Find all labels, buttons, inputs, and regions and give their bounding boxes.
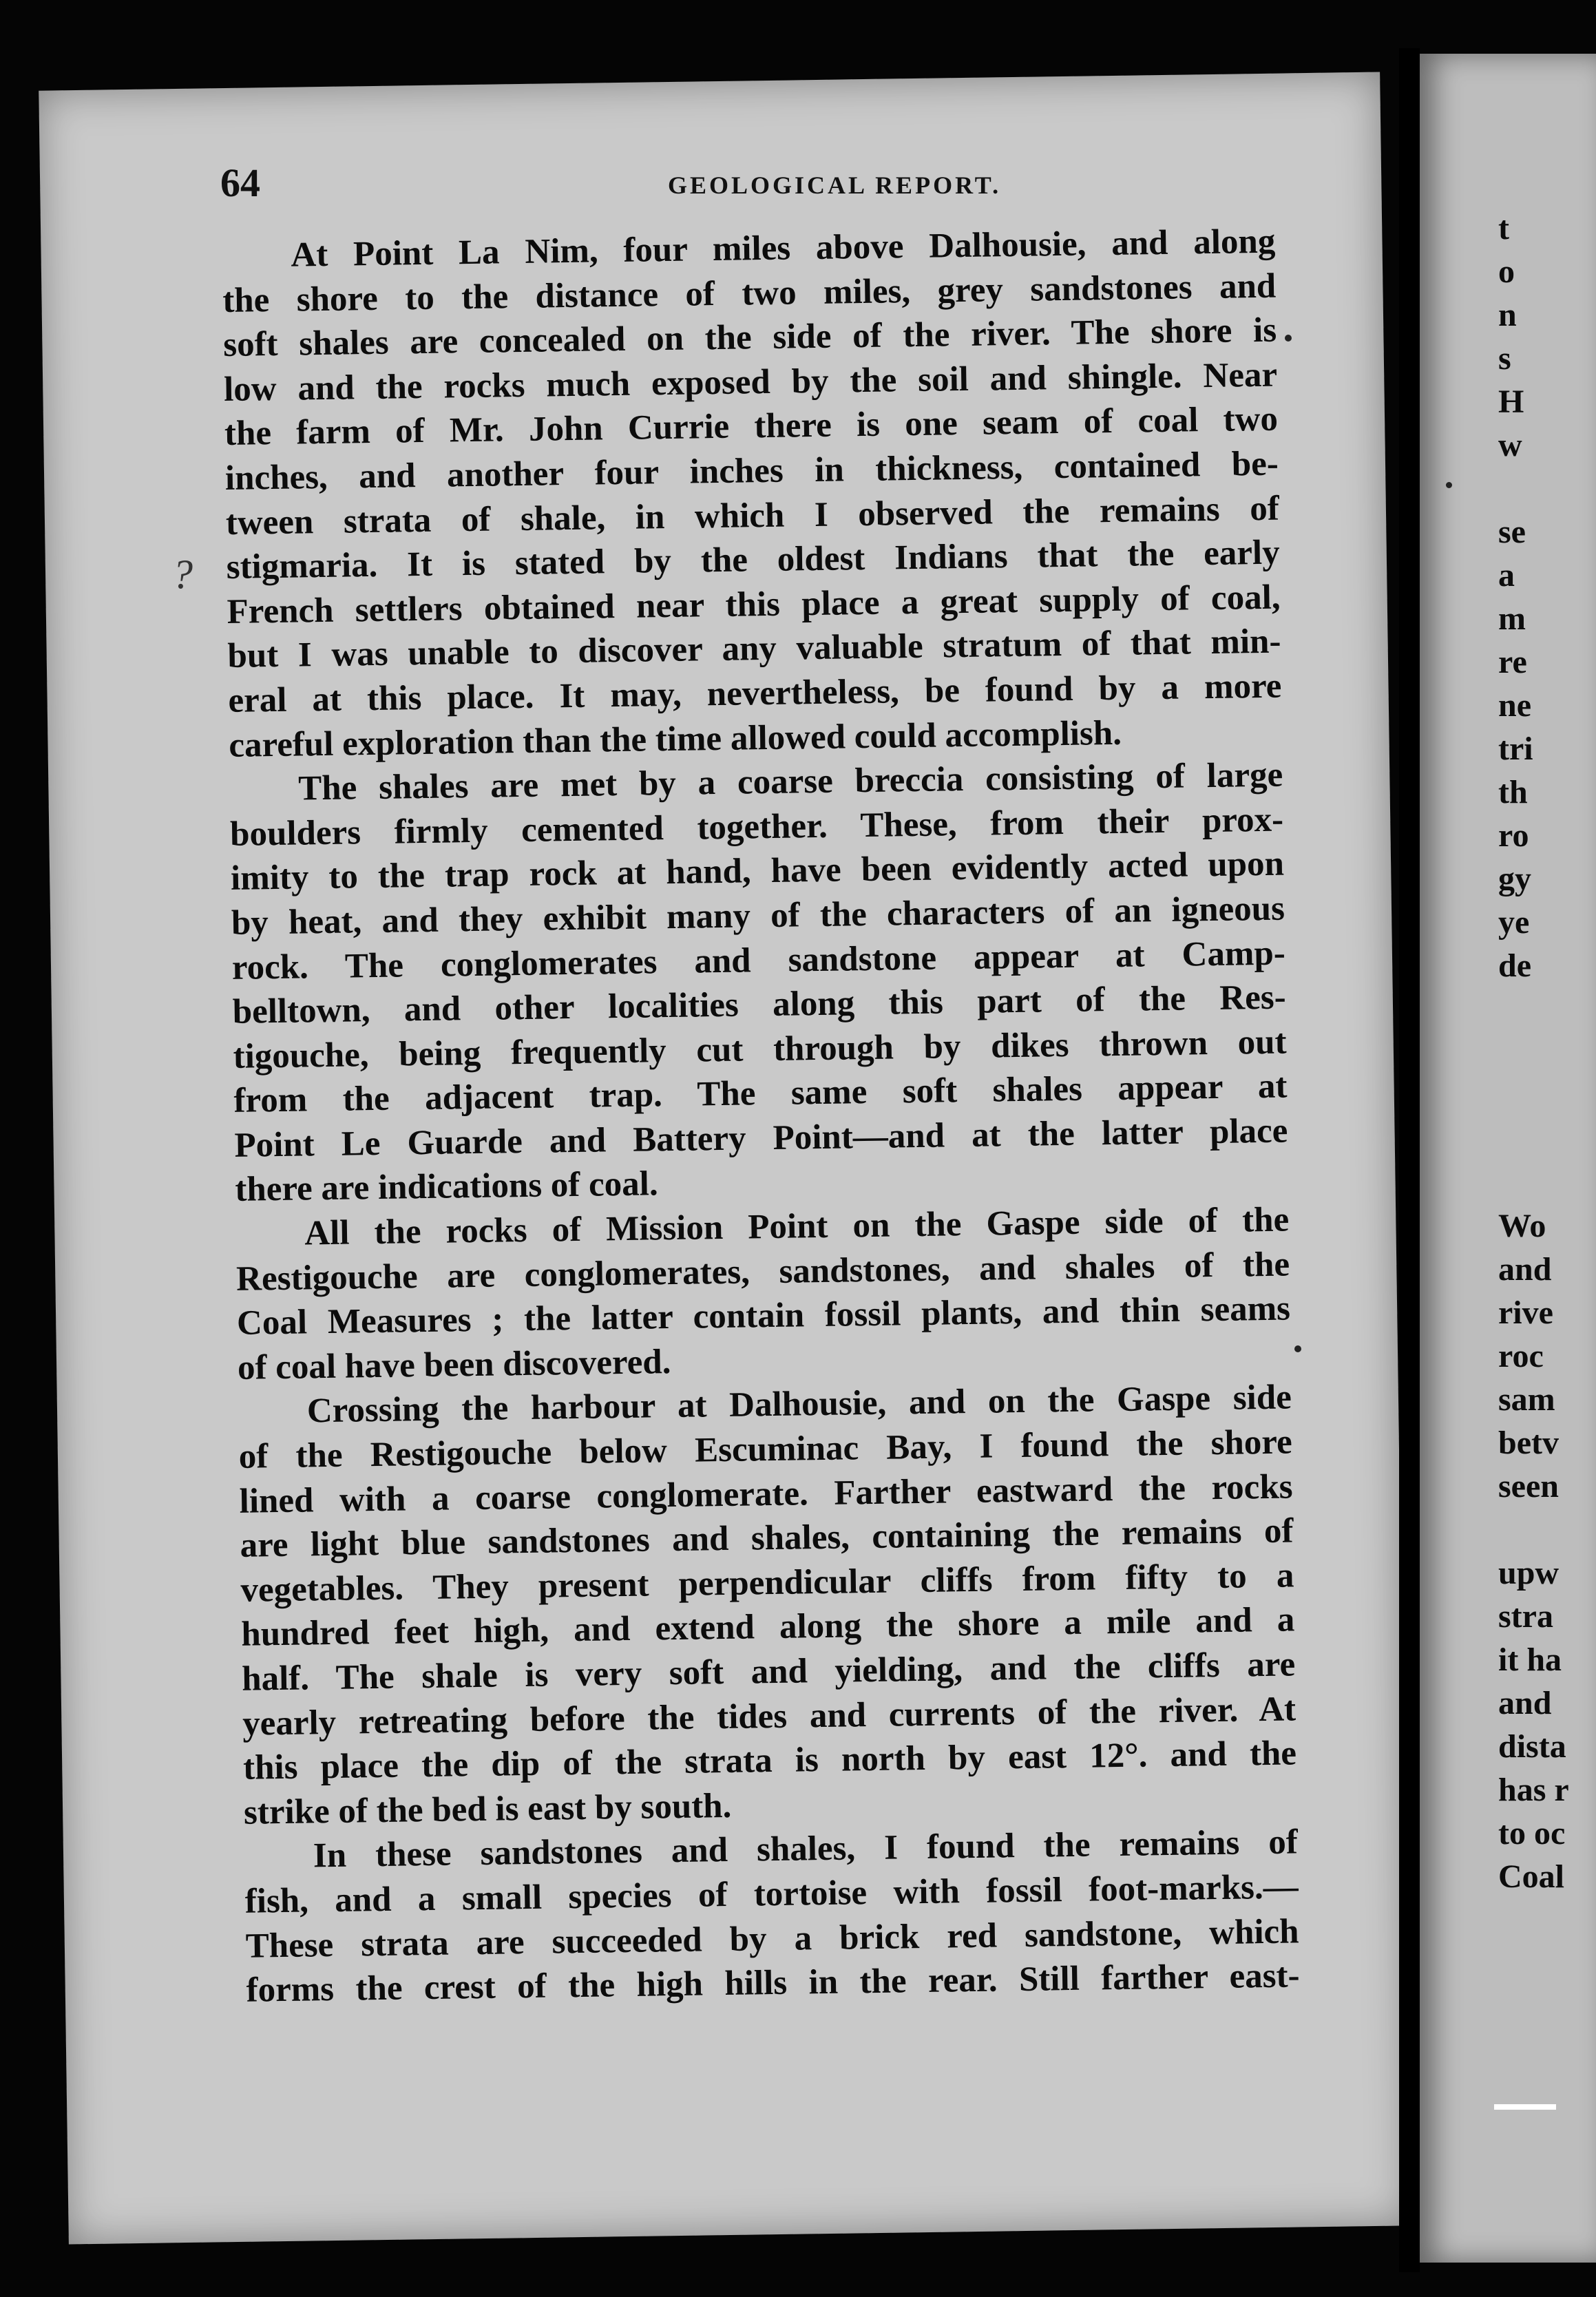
text-line: tigouche, being frequently cut through by dikes thrown out: [233, 1022, 1287, 1076]
right-page-fragment: Coal: [1498, 1858, 1564, 1895]
text-line: At Point La Nim, four miles above Dalhousie, and along: [291, 222, 1276, 275]
text-line: of the Restigouche below Escuminac Bay, I found the shore: [238, 1423, 1293, 1476]
text-line: forms the crest of the high hills in the rear. Still farther east-: [246, 1956, 1300, 2010]
text-line: but I was unable to discover any valuable stratum of that min-: [227, 622, 1281, 676]
text-line: lined with a coarse conglomerate. Farther eastward the rocks: [239, 1467, 1293, 1521]
text-line: by heat, and they exhibit many of the characters of an igneous: [231, 889, 1285, 943]
right-page-fragment: s: [1498, 340, 1511, 377]
text-line: low and the rocks much exposed by the soil and shingle. Near: [223, 355, 1278, 409]
ink-speck: [1285, 335, 1292, 342]
right-page-fragment: tri: [1498, 731, 1533, 767]
right-page-fragment: gy: [1498, 861, 1531, 897]
text-line: tween strata of shale, in which I observed the remains of: [225, 489, 1280, 543]
right-page-fragment: de: [1498, 947, 1531, 984]
text-line: the farm of Mr. John Currie there is one seam of coal two: [224, 399, 1279, 454]
right-page-fragment: to oc: [1498, 1815, 1566, 1852]
right-page-fragment: ye: [1498, 904, 1530, 941]
right-page-fragment: se: [1498, 514, 1526, 550]
right-page-fragment: ro: [1498, 817, 1529, 854]
right-page-fragment: w: [1498, 427, 1522, 463]
text-line: strike of the bed is east by south.: [243, 1786, 732, 1832]
page-number: 64: [220, 160, 260, 205]
right-page-fragment: H: [1498, 384, 1524, 420]
text-line: Coal Measures ; the latter contain fossil plants, and thin seams: [236, 1289, 1291, 1343]
page-edge-highlight: [1494, 2104, 1556, 2110]
text-line: of coal have been discovered.: [237, 1342, 671, 1387]
text-line: stigmaria. It is stated by the oldest Indians that the early: [226, 533, 1281, 587]
right-page-fragment: Wo: [1498, 1208, 1546, 1244]
right-page-fragment: ne: [1498, 687, 1531, 724]
right-page-fragment: seen: [1498, 1468, 1559, 1504]
text-line: fish, and a small species of tortoise with fossil foot-marks.—: [244, 1867, 1299, 1921]
text-line: soft shales are concealed on the side of the river. The shore is: [222, 311, 1277, 365]
right-page-fragment: [1498, 1161, 1596, 1204]
text-line: this place the dip of the strata is north by east 12°. and the: [242, 1734, 1297, 1787]
text-line: boulders firmly cemented together. These, from their prox-: [229, 800, 1284, 854]
text-line: the shore to the distance of two miles, grey sandstones and: [222, 266, 1277, 320]
paragraph-4: [238, 1376, 1297, 1835]
right-page-fragment: rive: [1498, 1294, 1553, 1331]
right-page-fragment: roc: [1498, 1338, 1544, 1374]
text-line: hundred feet high, and extend along the shore a mile and a: [241, 1600, 1295, 1655]
text-line: half. The shale is very soft and yielding, and the cliffs are: [241, 1645, 1296, 1699]
text-line: are light blue sandstones and shales, containing the remains of: [240, 1511, 1294, 1566]
paragraph-3: [235, 1198, 1291, 1391]
right-page-fragment: o: [1498, 253, 1515, 290]
book-gutter: [1399, 48, 1420, 2272]
right-page-fragment: [1498, 1118, 1596, 1161]
right-page-fragment: th: [1498, 774, 1528, 810]
text-line: vegetables. They present perpendicular cliffs from fifty to a: [240, 1556, 1294, 1610]
paragraph-1: [222, 220, 1283, 768]
right-page-fragment: it ha: [1498, 1642, 1562, 1678]
right-page-fragment: and: [1498, 1685, 1552, 1721]
right-page-fragment: [1498, 987, 1596, 1031]
right-page-fragment: upw: [1498, 1555, 1560, 1591]
right-page-text: [1498, 207, 1596, 1898]
text-line: from the adjacent trap. The same soft shales appear at: [233, 1067, 1288, 1121]
text-line: In these sandstones and shales, I found the remains of: [313, 1823, 1299, 1876]
right-page-fragment: [1498, 1031, 1596, 1074]
text-line: belltown, and other localities along this part of the Res-: [232, 978, 1287, 1031]
right-page-fragment: betv: [1498, 1425, 1559, 1461]
right-page-fragment: re: [1498, 644, 1527, 680]
right-page-fragment: m: [1498, 600, 1526, 637]
right-page-fragment: sam: [1498, 1381, 1555, 1418]
ink-speck: [1446, 482, 1452, 488]
text-line: inches, and another four inches in thickness, contained be-: [224, 444, 1279, 498]
text-line: careful exploration than the time allowed could accomplish.: [228, 713, 1122, 765]
margin-note: ?: [172, 552, 193, 597]
right-page-fragment: [1498, 1074, 1596, 1118]
ink-speck: [1294, 1345, 1301, 1352]
right-page-fragment: n: [1498, 297, 1517, 333]
body-text: [222, 220, 1300, 2013]
text-line: French settlers obtained near this place a great supply of coal,: [227, 578, 1281, 631]
paragraph-5: [244, 1821, 1299, 2013]
text-line: Restigouche are conglomerates, sandstones, and shales of the: [235, 1245, 1290, 1299]
text-line: Point Le Guarde and Battery Point—and at the latter place: [234, 1111, 1288, 1165]
right-page-fragment: [1498, 1508, 1596, 1551]
running-head: GEOLOGICAL REPORT.: [668, 171, 1002, 199]
text-line: The shales are met by a coarse breccia consisting of large: [297, 755, 1283, 808]
text-line: there are indications of coal.: [234, 1164, 659, 1210]
right-page-fragment: has r: [1498, 1772, 1569, 1808]
right-page-fragment: t: [1498, 210, 1509, 247]
text-line: Crossing the harbour at Dalhousie, and on the Gaspe side: [306, 1378, 1292, 1431]
text-line: imity to the trap rock at hand, have been evidently acted upon: [230, 844, 1285, 899]
right-page-fragment: and: [1498, 1251, 1552, 1288]
text-line: All the rocks of Mission Point on the Gaspe side of the: [304, 1200, 1290, 1253]
right-page-fragment: a: [1498, 557, 1515, 594]
text-line: eral at this place. It may, nevertheless, be found by a more: [228, 667, 1282, 720]
page-header: [158, 160, 1315, 208]
text-line: These strata are succeeded by a brick red sandstone, which: [245, 1911, 1299, 1966]
text-line: rock. The conglomerates and sandstone appear at Camp-: [231, 934, 1286, 987]
paragraph-2: [229, 753, 1289, 1213]
right-page-fragment: [1498, 467, 1596, 510]
right-page-fragment: stra: [1498, 1598, 1553, 1635]
right-page-fragment: dista: [1498, 1728, 1566, 1765]
text-line: yearly retreating before the tides and currents of the river. At: [242, 1690, 1296, 1743]
